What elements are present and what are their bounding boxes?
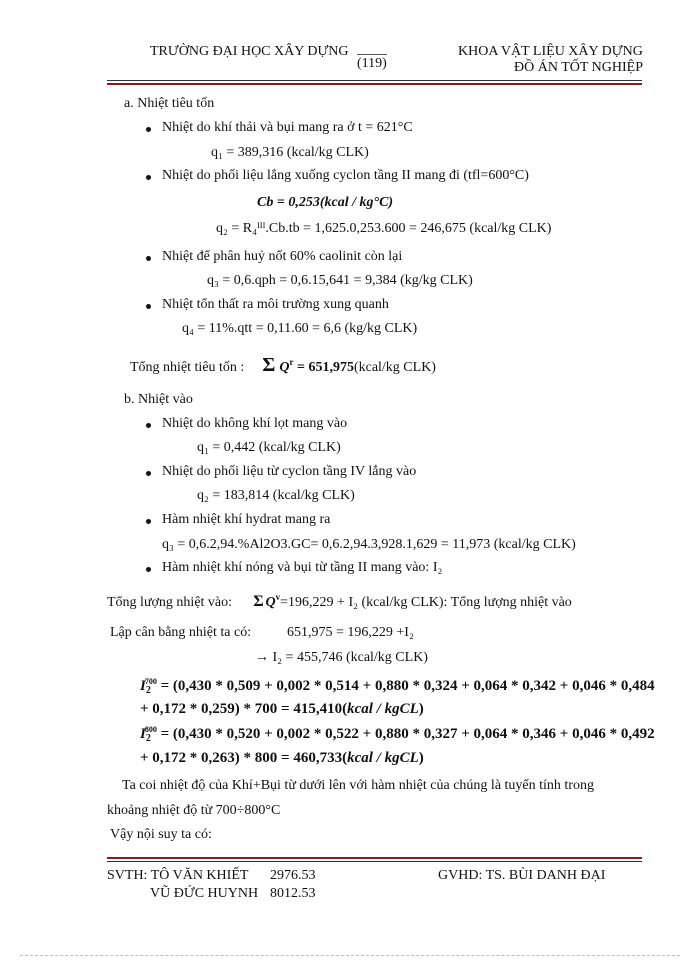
i700-line1: $I_2^{700} = (0,430 * 0,509 + 0,002 * 0,514 + 0,880 * 0,324 + 0,064 * 0,342 + 0,046 * 0,484$: [140, 677, 655, 696]
footer-student1-id: 2976.53: [270, 868, 316, 883]
total-in-row: Tổng lượng nhiệt vào: Σ $Q^v=196,229 + I_2$ (kcal/kg CLK): Tổng lượng nhiệt vào: [107, 592, 572, 610]
bullet-icon: [146, 519, 151, 524]
b3-text: Hàm nhiệt khí hydrat mang ra: [162, 512, 331, 527]
page-bottom-divider: [20, 955, 680, 956]
a3-text: Nhiệt để phân huỷ nốt 60% caolinit còn lại: [162, 249, 403, 264]
a1-text: Nhiệt do khí thải và bụi mang ra ở t = 621°C: [162, 120, 413, 135]
total-in-label: Tổng lượng nhiệt vào:: [107, 595, 233, 610]
a2-equation: q₂ = R₄ᴵᴵᴵ.Cb.tb = 1,625.0,253.600 = 246,675 (kcal/kg CLK): [216, 221, 552, 236]
total-out-label: Tổng nhiệt tiêu tốn :: [130, 360, 245, 375]
paragraph-line1: Ta coi nhiệt độ của Khí+Bụi từ dưới lên với hàm nhiệt của chúng là tuyến tính trong: [122, 778, 594, 793]
i800-line1: $I_2^{800} = (0,430 * 0,520 + 0,002 * 0,522 + 0,880 * 0,327 + 0,064 * 0,346 + 0,046 * 0,492$: [140, 725, 655, 744]
paragraph-line2: khoảng nhiệt độ từ 700÷800°C: [107, 803, 281, 818]
total-in-rest: =196,229 + I₂ (kcal/kg CLK): Tổng lượng nhiệt vào: [280, 595, 572, 610]
b3-equation: q₃ = 0,6.2,94.%Al2O3.GC= 0,6.2,94.3,928.1,629 = 11,973 (kcal/kg CLK): [162, 537, 576, 552]
bullet-icon: [146, 304, 151, 309]
footer-student2: VŨ ĐỨC HUYNH: [150, 886, 259, 901]
b4-text: Hàm nhiệt khí nóng và bụi từ tầng II mang vào: I₂: [162, 560, 443, 575]
a3-equation: q₃ = 0,6.qph = 0,6.15,641 = 9,384 (kg/kg CLK): [207, 273, 473, 288]
section-a-heading: a. Nhiệt tiêu tốn: [124, 96, 215, 111]
b1-text: Nhiệt do không khí lọt mang vào: [162, 416, 348, 431]
bullet-icon: [146, 256, 151, 261]
sum-symbol-icon: Σ: [253, 593, 264, 610]
bullet-icon: [146, 567, 151, 572]
header-rule-thick: [107, 83, 642, 85]
bullet-icon: [146, 175, 151, 180]
header-rule-thin: [107, 80, 642, 81]
a4-equation: q₄ = 11%.qtt = 0,11.60 = 6,6 (kg/kg CLK): [182, 321, 418, 336]
header-school: TRƯỜNG ĐẠI HỌC XÂY DỰNG: [150, 44, 349, 59]
total-out-value: 651,975: [308, 360, 354, 375]
header-faculty: KHOA VẬT LIỆU XÂY DỰNG: [458, 44, 643, 59]
header-project: ĐỒ ÁN TỐT NGHIỆP: [514, 60, 643, 75]
footer-student2-id: 8012.53: [270, 886, 316, 901]
b2-text: Nhiệt do phối liệu từ cyclon tầng IV lắng vào: [162, 464, 417, 479]
paragraph-interp: Vậy nội suy ta có:: [110, 827, 212, 842]
page-number: (119): [357, 56, 387, 71]
sum-symbol-icon: Σ: [262, 354, 276, 376]
bullet-icon: [146, 423, 151, 428]
balance-label: Lập cân bằng nhiệt ta có:: [110, 625, 252, 640]
bullet-icon: [146, 471, 151, 476]
a4-text: Nhiệt tổn thất ra môi trường xung quanh: [162, 297, 389, 312]
i800-line2: + 0,172 * 0,263) * 800 = 460,733(kcal / kgCL): [140, 750, 424, 766]
total-out-unit: (kcal/kg CLK): [353, 360, 436, 375]
b1-equation: q₁ = 0,442 (kcal/kg CLK): [197, 440, 341, 455]
i700-line2: + 0,172 * 0,259) * 700 = 415,410(kcal / kgCL): [140, 701, 424, 717]
footer-rule-thick: [107, 857, 642, 859]
a2-cb-formula: Cb = 0,253(kcal / kg°C): [257, 195, 394, 210]
bullet-icon: [146, 127, 151, 132]
total-out-row: Tổng nhiệt tiêu tốn : Σ $Q^r$ = 651,975(kcal/kg CLK): [130, 354, 436, 376]
a1-equation: q₁ = 389,316 (kcal/kg CLK): [211, 145, 369, 160]
balance-result: → I₂ = 455,746 (kcal/kg CLK): [255, 650, 428, 665]
footer-student1: SVTH: TÔ VĂN KHIẾT: [107, 868, 249, 883]
footer-rule-thin: [107, 861, 642, 862]
balance-equation: 651,975 = 196,229 +I₂: [287, 625, 414, 640]
footer-advisor: GVHD: TS. BÙI DANH ĐẠI: [438, 868, 606, 883]
section-b-heading: b. Nhiệt vào: [124, 392, 193, 407]
a2-text: Nhiệt do phối liệu lắng xuống cyclon tầng II mang đi (tfl=600°C): [162, 168, 529, 183]
b2-equation: q₂ = 183,814 (kcal/kg CLK): [197, 488, 355, 503]
